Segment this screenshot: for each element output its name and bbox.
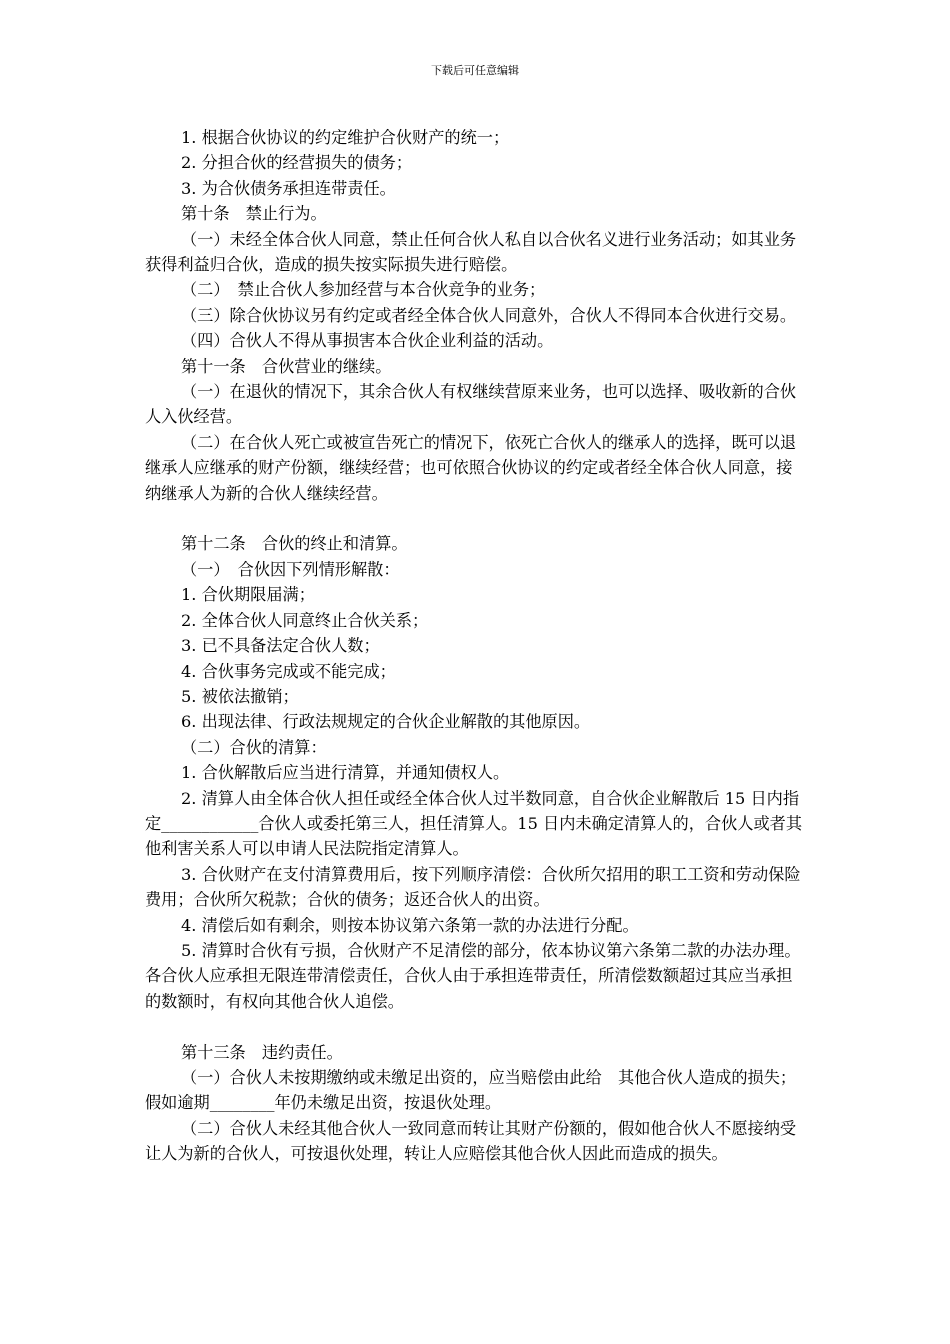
paragraph: 5. 清算时合伙有亏损，合伙财产不足清偿的部分，依本协议第六条第二款的办法办理。各合伙人应承担无限连带清偿责任，合伙人由于承担连带责任，所清偿数额超过其应当承担的数额时，有权向其他合伙人追偿。 [145, 940, 801, 1011]
paragraph: 5. 被依法撤销； [181, 686, 299, 706]
paragraph: 3. 为合伙债务承担连带责任。 [181, 178, 396, 198]
paragraph: （三）除合伙协议另有约定或者经全体合伙人同意外，合伙人不得同本合伙进行交易。 [181, 305, 797, 325]
page-header: 下载后可任意编辑 [431, 64, 519, 77]
paragraph: 2. 分担合伙的经营损失的债务； [181, 153, 413, 173]
paragraph: （二） 禁止合伙人参加经营与本合伙竞争的业务； [181, 280, 546, 300]
section-heading: 第十一条 合伙营业的继续。 [181, 356, 392, 376]
paragraph: 3. 合伙财产在支付清算费用后，按下列顺序清偿：合伙所欠招用的职工工资和劳动保险费用；合伙所欠税款；合伙的债务；返还合伙人的出资。 [145, 864, 801, 910]
blank-line [145, 506, 807, 531]
paragraph: 1. 合伙期限届满； [181, 585, 315, 605]
paragraph: 3. 已不具备法定合伙人数； [181, 636, 380, 656]
paragraph: （二）合伙人未经其他合伙人一致同意而转让其财产份额的，假如他合伙人不愿接纳受让人为新的合伙人，可按退伙处理，转让人应赔偿其他合伙人因此而造成的损失。 [145, 1118, 797, 1164]
paragraph: 1. 根据合伙协议的约定维护合伙财产的统一； [181, 128, 510, 147]
paragraph: （一）合伙人未按期缴纳或未缴足出资的，应当赔偿由此给 其他合伙人造成的损失；假如逾期________年仍未缴足出资，按退伙处理。 [145, 1068, 797, 1113]
section-heading: 第十二条 合伙的终止和清算。 [181, 534, 408, 554]
paragraph: 1. 合伙解散后应当进行清算，并通知债权人。 [181, 763, 510, 783]
section-heading: 第十条 禁止行为。 [181, 204, 327, 224]
paragraph: 4. 合伙事务完成或不能完成； [181, 661, 396, 681]
document-body [145, 125, 807, 1167]
paragraph: 6. 出现法律、行政法规规定的合伙企业解散的其他原因。 [181, 712, 591, 732]
paragraph: 4. 清偿后如有剩余，则按本协议第六条第一款的办法进行分配。 [181, 915, 639, 935]
paragraph: （一） 合伙因下列情形解散： [181, 559, 400, 579]
paragraph: （四）合伙人不得从事损害本合伙企业利益的活动。 [181, 331, 554, 351]
paragraph: （二）在合伙人死亡或被宣告死亡的情况下，依死亡合伙人的继承人的选择，既可以退继承人应继承的财产份额，继续经营；也可依照合伙协议的约定或者经全体合伙人同意，接纳继承人为新的合伙人继续经营。 [145, 432, 797, 503]
paragraph: （一）在退伙的情况下，其余合伙人有权继续营原来业务，也可以选择、吸收新的合伙人入伙经营。 [145, 382, 797, 427]
paragraph: 2. 全体合伙人同意终止合伙关系； [181, 610, 429, 630]
paragraph: 2. 清算人由全体合伙人担任或经全体合伙人过半数同意，自合伙企业解散后 15 日内指定____________合伙人或委托第三人，担任清算人。15 日内未确定清算人的，合伙人或者其他利害关系人可以申请人民法院指定清算人。 [145, 788, 803, 859]
section-heading: 第十三条 违约责任。 [181, 1042, 343, 1062]
paragraph: （二）合伙的清算： [181, 737, 327, 757]
paragraph: （一）未经全体合伙人同意，禁止任何合伙人私自以合伙名义进行业务活动；如其业务获得利益归合伙，造成的损失按实际损失进行赔偿。 [145, 229, 797, 275]
blank-line [145, 1014, 807, 1039]
